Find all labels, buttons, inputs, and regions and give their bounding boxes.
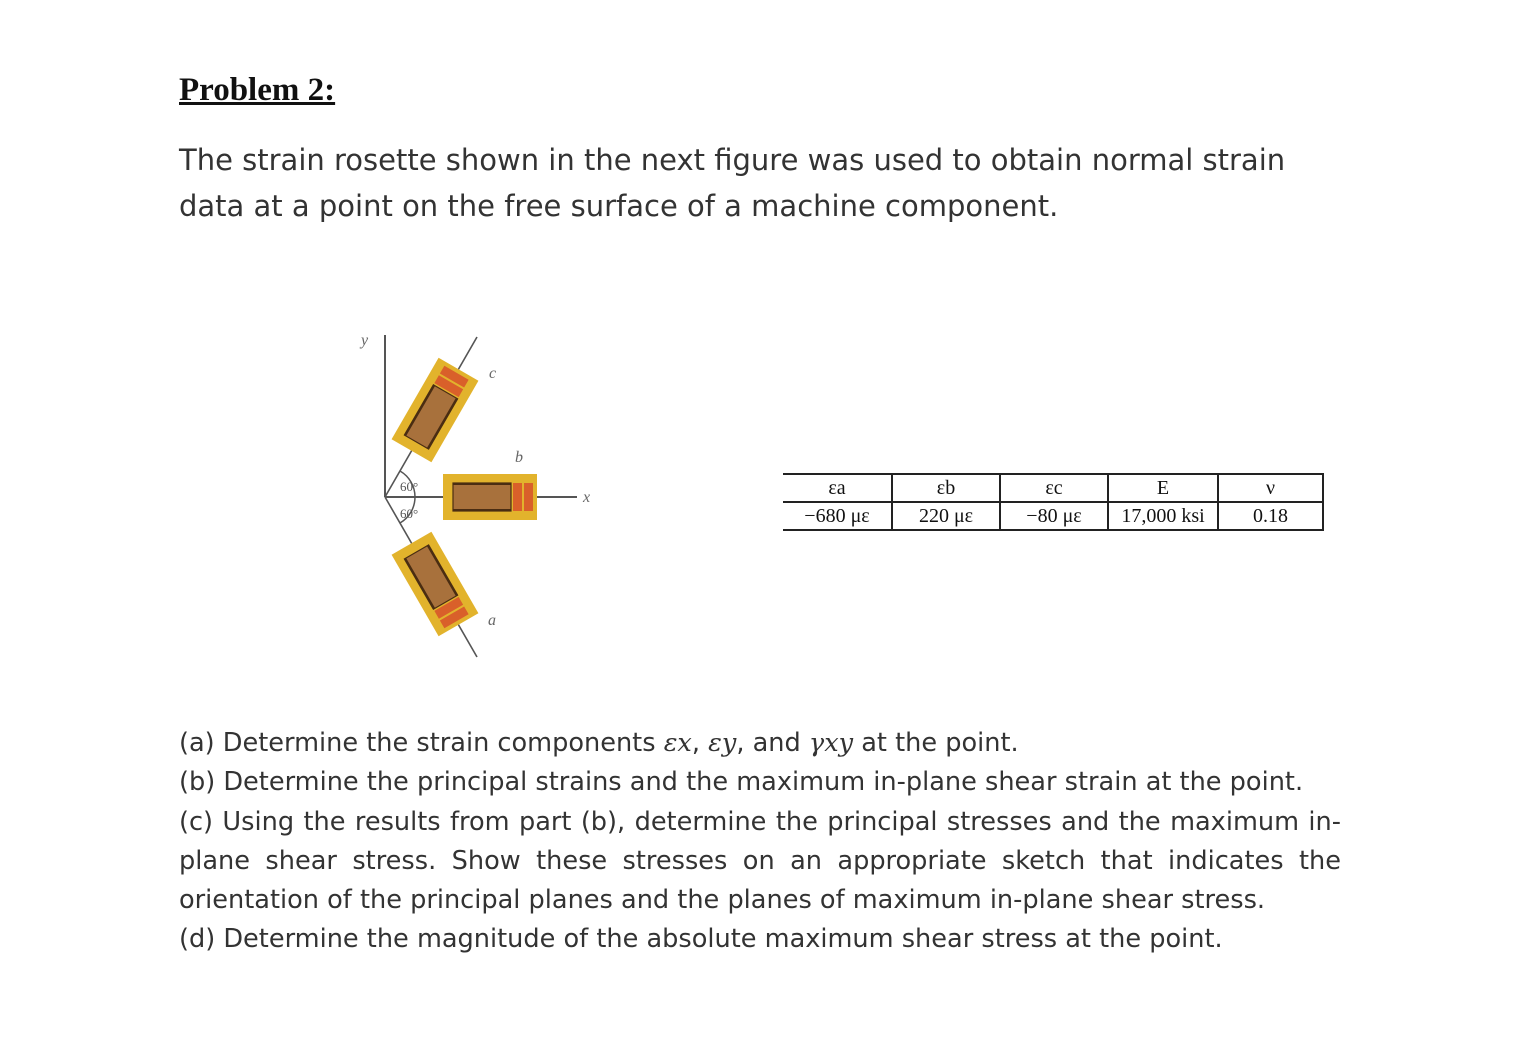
gauge-a-label: a bbox=[488, 612, 496, 629]
question-a-suffix: at the point. bbox=[853, 728, 1019, 758]
value-cell-ec: −80 με bbox=[1000, 502, 1108, 530]
question-b: (b) Determine the principal strains and the maximum in-plane shear strain at the point. bbox=[179, 767, 1304, 798]
value-cell-e: 17,000 ksi bbox=[1108, 502, 1218, 530]
symbol-ey: εy bbox=[708, 728, 737, 758]
strain-rosette-figure bbox=[355, 325, 615, 660]
header-cell-ea: εa bbox=[783, 474, 892, 502]
question-d: (d) Determine the magnitude of the absolute maximum shear stress at the point. bbox=[179, 924, 1223, 955]
table-header-row bbox=[783, 474, 1323, 502]
symbol-gxy: γxy bbox=[808, 728, 854, 758]
questions-block bbox=[179, 724, 1341, 960]
gauge-a bbox=[392, 532, 479, 636]
y-axis-label: y bbox=[361, 332, 369, 349]
problem-intro: The strain rosette shown in the next figure was used to obtain normal strain data at a point on the free surface of a machine component. bbox=[179, 143, 1286, 223]
value-cell-nu: 0.18 bbox=[1218, 502, 1323, 530]
question-a-sep2: , and bbox=[736, 728, 809, 758]
value-cell-ea: −680 με bbox=[783, 502, 892, 530]
table-value-row bbox=[783, 502, 1323, 530]
gauge-c-label: c bbox=[489, 365, 497, 382]
strain-data-table bbox=[783, 473, 1324, 531]
symbol-ex: εx bbox=[663, 728, 692, 758]
x-axis-label: x bbox=[583, 489, 591, 506]
gauge-c bbox=[392, 358, 479, 462]
header-cell-eb: εb bbox=[892, 474, 1000, 502]
question-a-prefix: (a) Determine the strain components bbox=[179, 728, 664, 758]
angle-label-lower: 60° bbox=[400, 506, 419, 521]
gauge-b bbox=[443, 474, 537, 520]
value-cell-eb: 220 με bbox=[892, 502, 1000, 530]
header-cell-nu: ν bbox=[1218, 474, 1323, 502]
angle-label-upper: 60° bbox=[400, 479, 419, 494]
header-cell-ec: εc bbox=[1000, 474, 1108, 502]
question-c: (c) Using the results from part (b), determine the principal stresses and the maximum in-plane shear stress. Show these stresses on an appropriate sketch that indicates the orientation of the principal planes and the planes of maximum in-plane shear stress. bbox=[179, 806, 1341, 916]
question-a bbox=[179, 724, 1341, 763]
question-a-sep1: , bbox=[691, 728, 709, 758]
problem-heading: Problem 2: bbox=[179, 72, 336, 108]
header-cell-e: E bbox=[1108, 474, 1218, 502]
gauge-b-label: b bbox=[515, 449, 523, 466]
